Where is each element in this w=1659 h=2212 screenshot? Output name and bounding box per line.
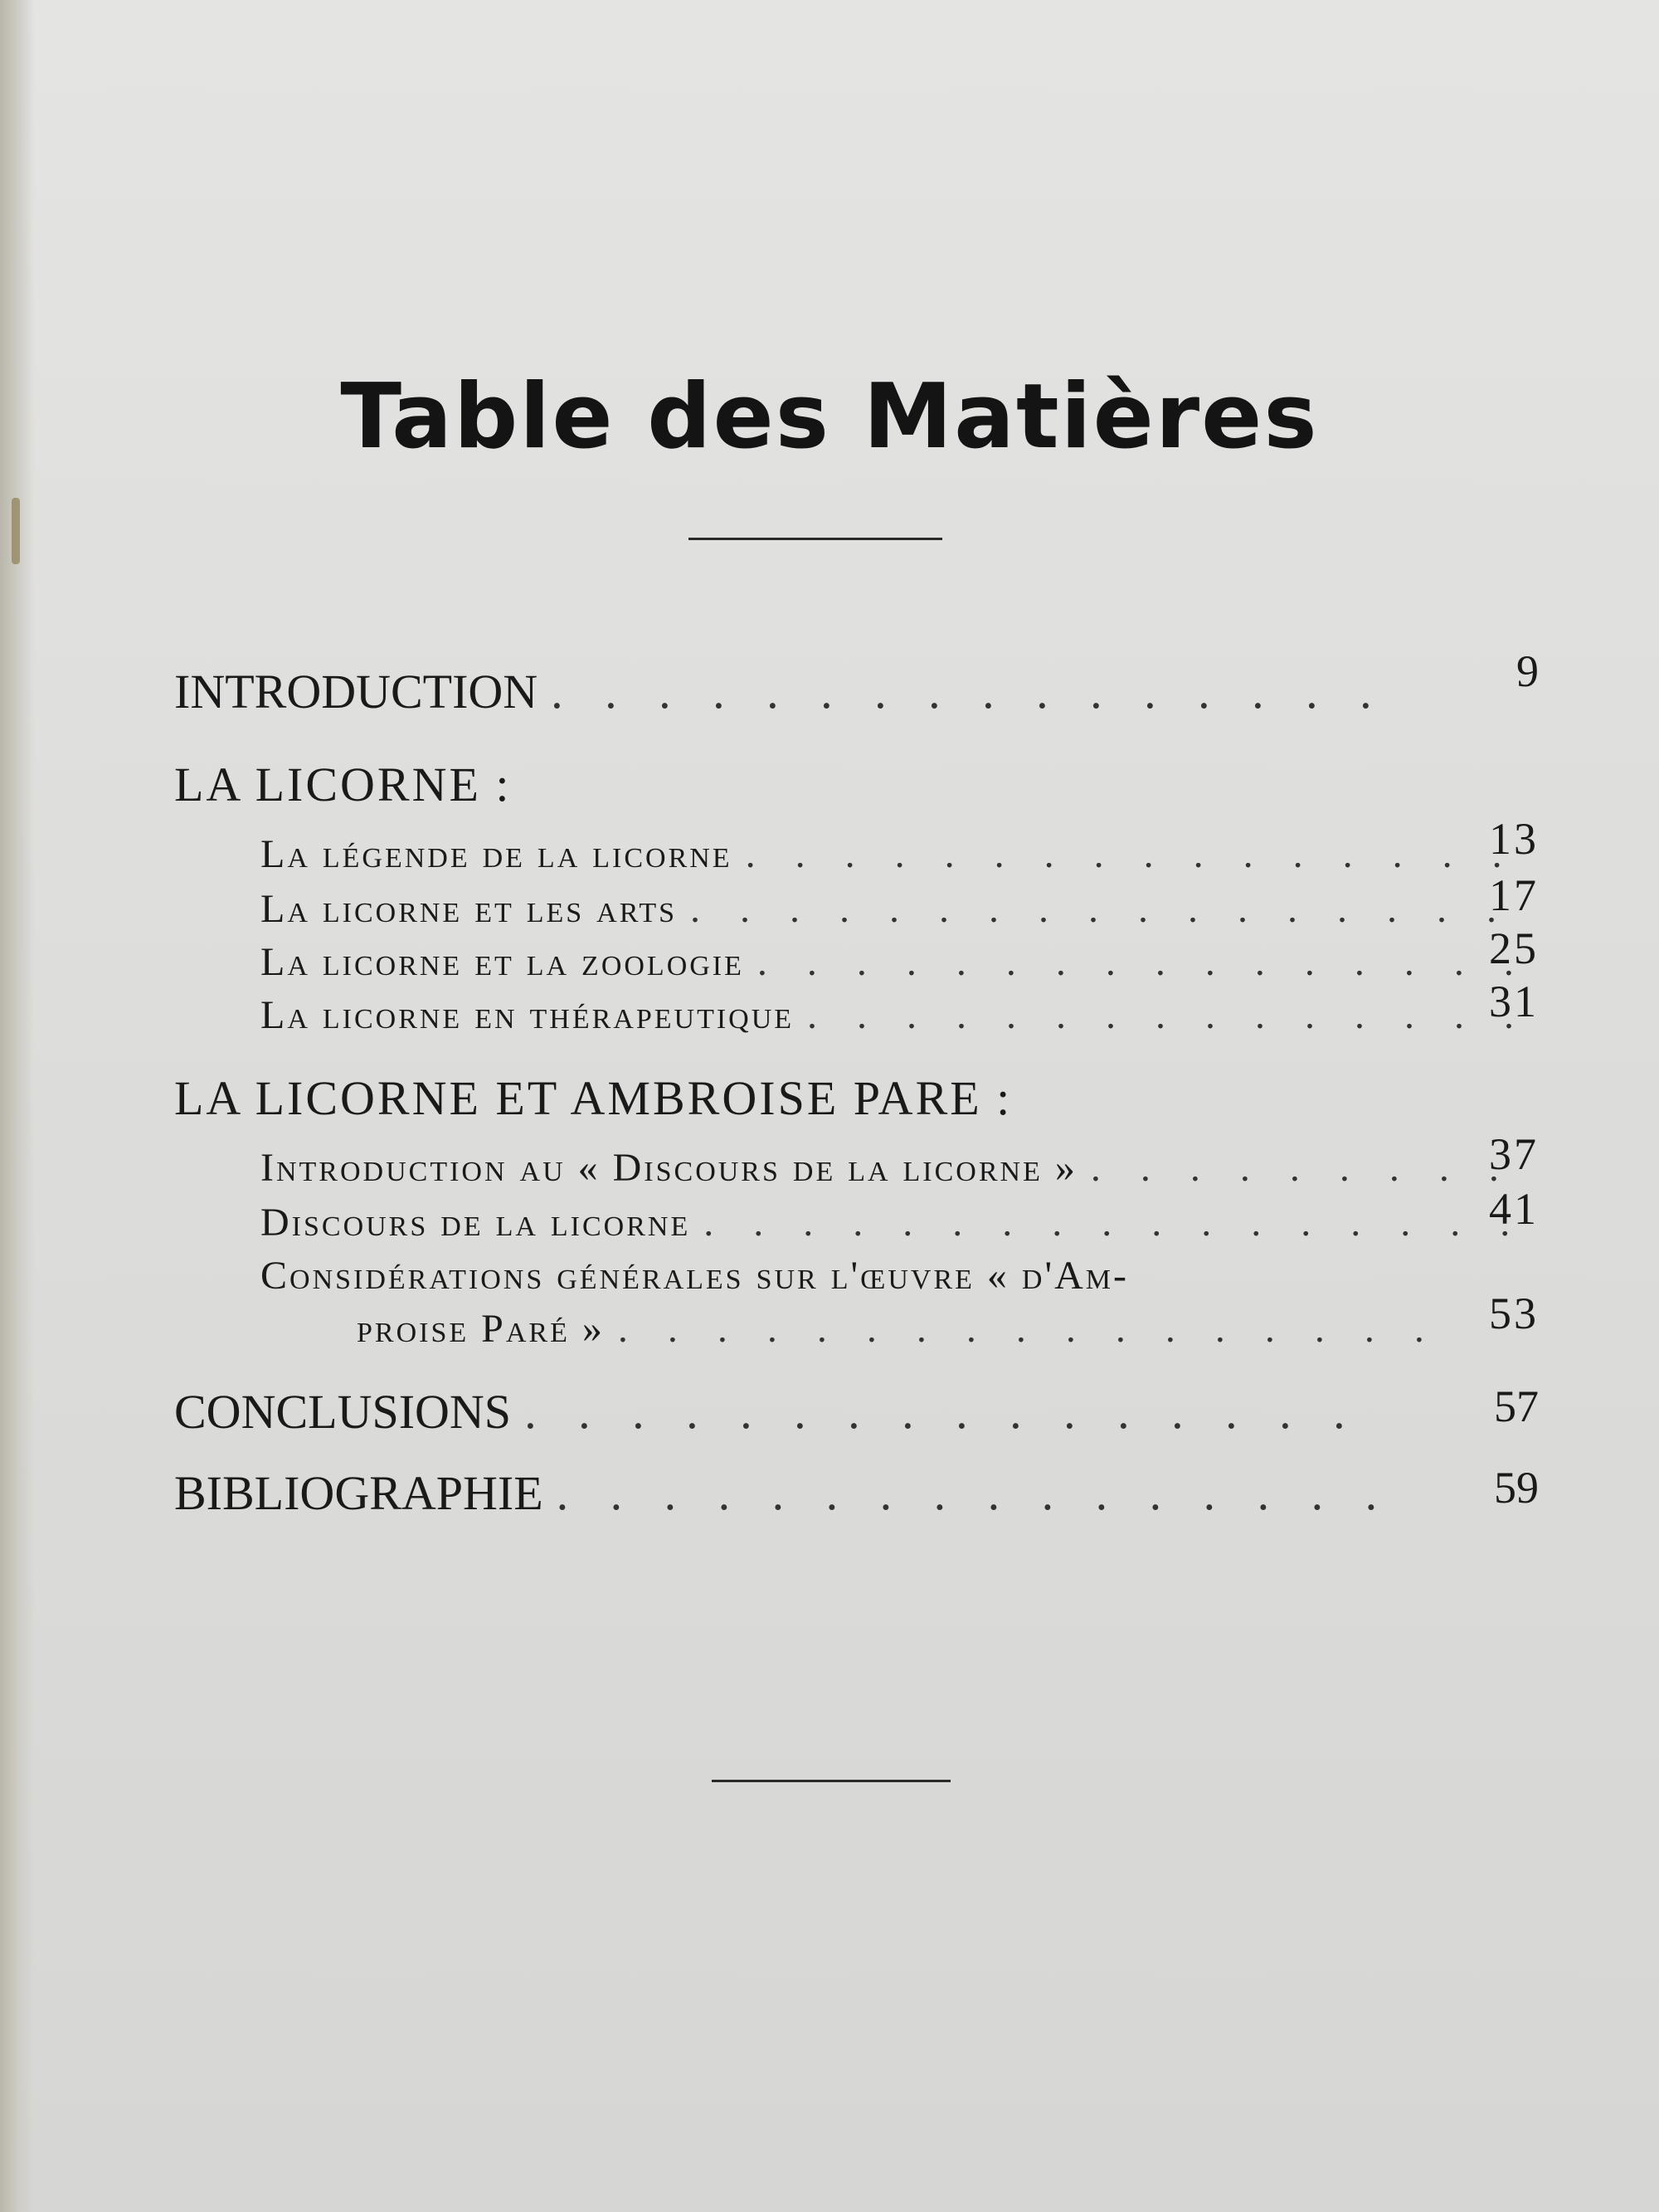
dot-leader — [757, 939, 1539, 985]
toc-entry-page-number: 25 — [1489, 923, 1539, 973]
closing-rule — [712, 1780, 951, 1782]
toc-entry-page-number: 53 — [1489, 1289, 1539, 1338]
toc-entry-label: La licorne et les arts — [260, 887, 678, 931]
dot-leader — [524, 1384, 1354, 1440]
toc-entry-label: BIBLIOGRAPHIE — [174, 1466, 543, 1520]
page-title: Table des Matières — [340, 365, 1319, 469]
toc-entry-considerations — [260, 1253, 1539, 1311]
toc-entry-label: Considérations générales sur l'œuvre « d'Am- — [260, 1254, 1129, 1298]
toc-entry-page-number: 31 — [1489, 977, 1539, 1026]
toc-entry-considerations-continued — [357, 1289, 1539, 1364]
toc-entry-page-number: 41 — [1489, 1184, 1539, 1234]
toc-entry-page-number: 57 — [1494, 1381, 1539, 1431]
dot-leader — [703, 1200, 1533, 1245]
toc-entry-label: INTRODUCTION — [174, 665, 538, 719]
toc-entry-discours — [260, 1184, 1539, 1258]
toc-entry-label: Introduction au « Discours de la licorne » — [260, 1146, 1078, 1190]
toc-entry-bibliographie — [174, 1465, 1539, 1523]
toc-entry-label: LA LICORNE : — [174, 758, 512, 811]
toc-section-heading — [174, 1070, 1012, 1128]
toc-entry-zoologie — [260, 923, 1539, 997]
dot-leader — [618, 1306, 1447, 1352]
toc-entry-introduction-discours — [260, 1129, 1539, 1203]
toc-entry-label: La licorne et la zoologie — [260, 940, 744, 984]
dot-leader — [557, 1465, 1386, 1521]
dot-leader — [551, 664, 1380, 719]
toc-section-heading — [174, 757, 512, 815]
toc-entry-introduction — [174, 646, 1539, 722]
toc-entry-label: La légende de la licorne — [260, 832, 732, 876]
toc-entry-page-number: 37 — [1489, 1129, 1539, 1179]
dot-leader — [690, 886, 1520, 932]
toc-entry-page-number: 13 — [1489, 814, 1539, 864]
toc-entry-label: LA LICORNE ET AMBROISE PARE : — [174, 1071, 1013, 1125]
toc-entry-page-number: 9 — [1516, 646, 1539, 696]
toc-entry-therapeutique — [260, 977, 1539, 1050]
toc-entry-page-number: 17 — [1489, 870, 1539, 920]
toc-entry-label: CONCLUSIONS — [174, 1385, 512, 1439]
toc-entry-legende — [260, 814, 1539, 889]
toc-entry-conclusions — [174, 1381, 1539, 1442]
toc-entry-label: Discours de la licorne — [260, 1201, 691, 1245]
toc-entry-arts — [260, 870, 1539, 944]
toc-entry-page-number: 59 — [1494, 1463, 1539, 1513]
dot-leader — [746, 831, 1539, 877]
dot-leader — [807, 992, 1539, 1038]
toc-entry-label: La licorne en thérapeutique — [260, 993, 795, 1037]
toc-entry-label: proise Paré » — [357, 1307, 605, 1351]
